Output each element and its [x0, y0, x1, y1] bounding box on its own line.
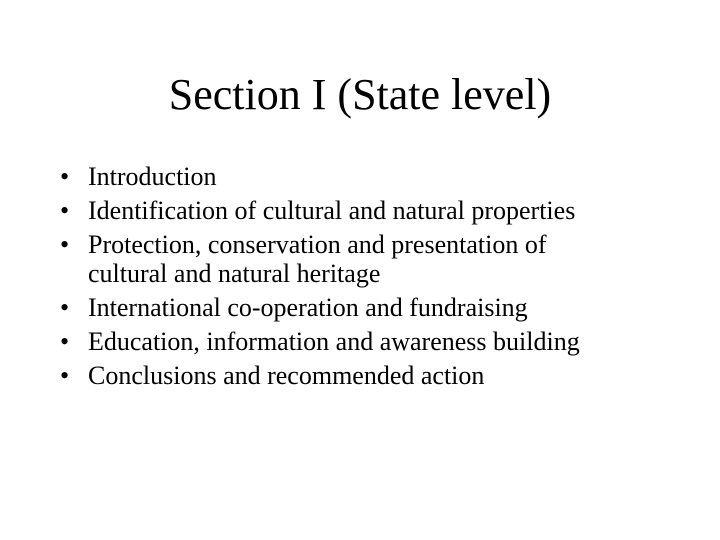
list-item-text: International co-operation and fundraising — [88, 293, 528, 322]
list-item — [57, 293, 687, 322]
slide-title: Section I (State level) — [168, 70, 552, 119]
bullet-icon: • — [60, 162, 70, 191]
bullet-list — [57, 162, 687, 395]
list-item — [57, 327, 687, 356]
bullet-icon: • — [60, 361, 70, 390]
list-item — [57, 361, 687, 390]
list-item — [57, 230, 687, 288]
bullet-icon: • — [60, 293, 70, 322]
bullet-icon: • — [60, 230, 70, 259]
bullet-icon: • — [60, 196, 70, 225]
list-item-text: Education, information and awareness building — [88, 327, 580, 356]
list-item — [57, 196, 687, 225]
bullet-icon: • — [60, 327, 70, 356]
list-item-text: Identification of cultural and natural properties — [88, 196, 576, 225]
list-item-text: Protection, conservation and presentation of cultural and natural heritage — [88, 230, 547, 288]
list-item-text: Conclusions and recommended action — [88, 361, 485, 390]
list-item — [57, 162, 687, 191]
list-item-text: Introduction — [88, 162, 217, 191]
